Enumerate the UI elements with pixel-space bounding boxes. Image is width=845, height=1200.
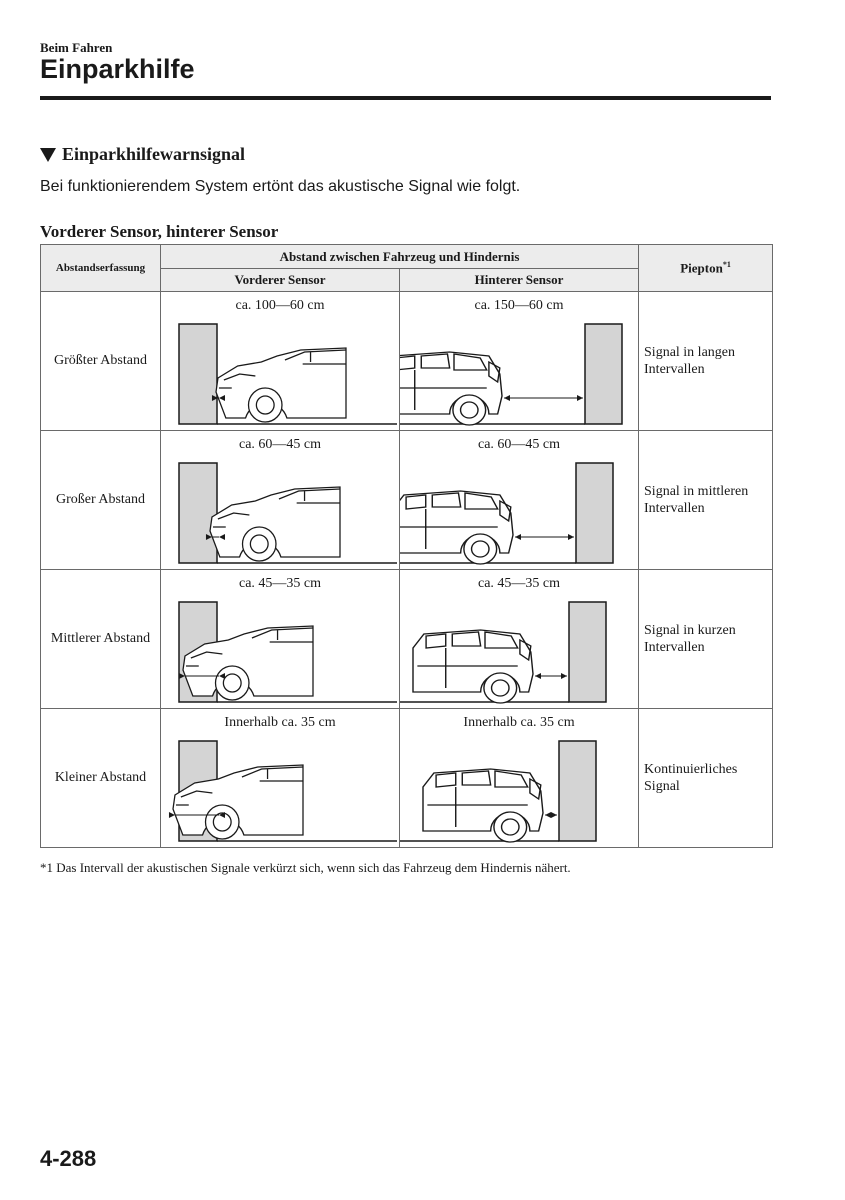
obstacle-wall bbox=[576, 463, 613, 563]
intro-text: Bei funktionierendem System ertönt das akustische Signal wie folgt. bbox=[40, 178, 521, 195]
car-rear-view bbox=[413, 630, 533, 703]
arrow-heads bbox=[545, 812, 557, 818]
front-distance: ca. 45—35 cm bbox=[238, 576, 322, 591]
header-distance-group: Abstand zwischen Fahrzeug und Hindernis bbox=[161, 245, 639, 269]
car-rear-view bbox=[400, 491, 513, 564]
row-label: Großer Abstand bbox=[41, 431, 161, 570]
rear-distance: ca. 60—45 cm bbox=[477, 437, 561, 452]
front-sensor-cell bbox=[161, 709, 400, 848]
front-sensor-cell bbox=[161, 431, 400, 570]
beep-tone: Signal in mittleren Intervallen bbox=[639, 431, 773, 570]
triangle-down-icon bbox=[40, 148, 56, 162]
rear-distance: ca. 150—60 cm bbox=[474, 298, 564, 313]
rear-sensor-cell bbox=[400, 431, 639, 570]
header-tone bbox=[639, 245, 773, 292]
front-sensor-cell bbox=[161, 292, 400, 431]
obstacle-wall bbox=[585, 324, 622, 424]
header-tone-label: Piepton bbox=[680, 260, 723, 276]
page-title: Einparkhilfe bbox=[40, 54, 195, 84]
header-detection: Abstandserfassung bbox=[41, 245, 161, 292]
title-divider bbox=[40, 96, 771, 100]
row-label: Mittlerer Abstand bbox=[41, 570, 161, 709]
header-rear-sensor: Hinterer Sensor bbox=[400, 269, 639, 292]
table-row bbox=[41, 570, 773, 709]
rear-distance: ca. 45—35 cm bbox=[477, 576, 561, 591]
front-distance: Innerhalb ca. 35 cm bbox=[224, 715, 336, 730]
car-front-view bbox=[216, 348, 346, 422]
front-sensor-cell bbox=[161, 570, 400, 709]
car-rear-view bbox=[400, 352, 502, 425]
page-number: 4-288 bbox=[40, 1146, 97, 1171]
beep-tone: Signal in kurzen Intervallen bbox=[639, 570, 773, 709]
table-subheading: Vorderer Sensor, hinterer Sensor bbox=[40, 222, 279, 241]
beep-tone: Kontinuierliches Signal bbox=[639, 709, 773, 848]
footnote: *1 Das Intervall der akustischen Signale verkürzt sich, wenn sich das Fahrzeug dem Hindernis nähert. bbox=[40, 860, 571, 875]
obstacle-wall bbox=[569, 602, 606, 702]
car-rear-view bbox=[423, 769, 543, 842]
chapter-label: Beim Fahren bbox=[40, 40, 113, 55]
section-heading bbox=[40, 144, 245, 165]
obstacle-wall bbox=[559, 741, 596, 841]
car-front-view bbox=[210, 487, 340, 561]
parking-sensor-table bbox=[40, 244, 773, 848]
table-row bbox=[41, 292, 773, 431]
table-row bbox=[41, 431, 773, 570]
front-distance: ca. 100—60 cm bbox=[235, 298, 325, 313]
beep-tone: Signal in langen Intervallen bbox=[639, 292, 773, 431]
rear-sensor-cell bbox=[400, 570, 639, 709]
table-row bbox=[41, 709, 773, 848]
rear-distance: Innerhalb ca. 35 cm bbox=[463, 715, 575, 730]
header-tone-note: *1 bbox=[722, 259, 731, 269]
section-title: Einparkhilfewarnsignal bbox=[62, 144, 246, 164]
obstacle-wall bbox=[179, 463, 217, 563]
row-label: Kleiner Abstand bbox=[41, 709, 161, 848]
rear-sensor-cell bbox=[400, 709, 639, 848]
header-front-sensor: Vorderer Sensor bbox=[161, 269, 400, 292]
rear-sensor-cell bbox=[400, 292, 639, 431]
front-distance: ca. 60—45 cm bbox=[238, 437, 322, 452]
obstacle-wall bbox=[179, 324, 217, 424]
row-label: Größter Abstand bbox=[41, 292, 161, 431]
